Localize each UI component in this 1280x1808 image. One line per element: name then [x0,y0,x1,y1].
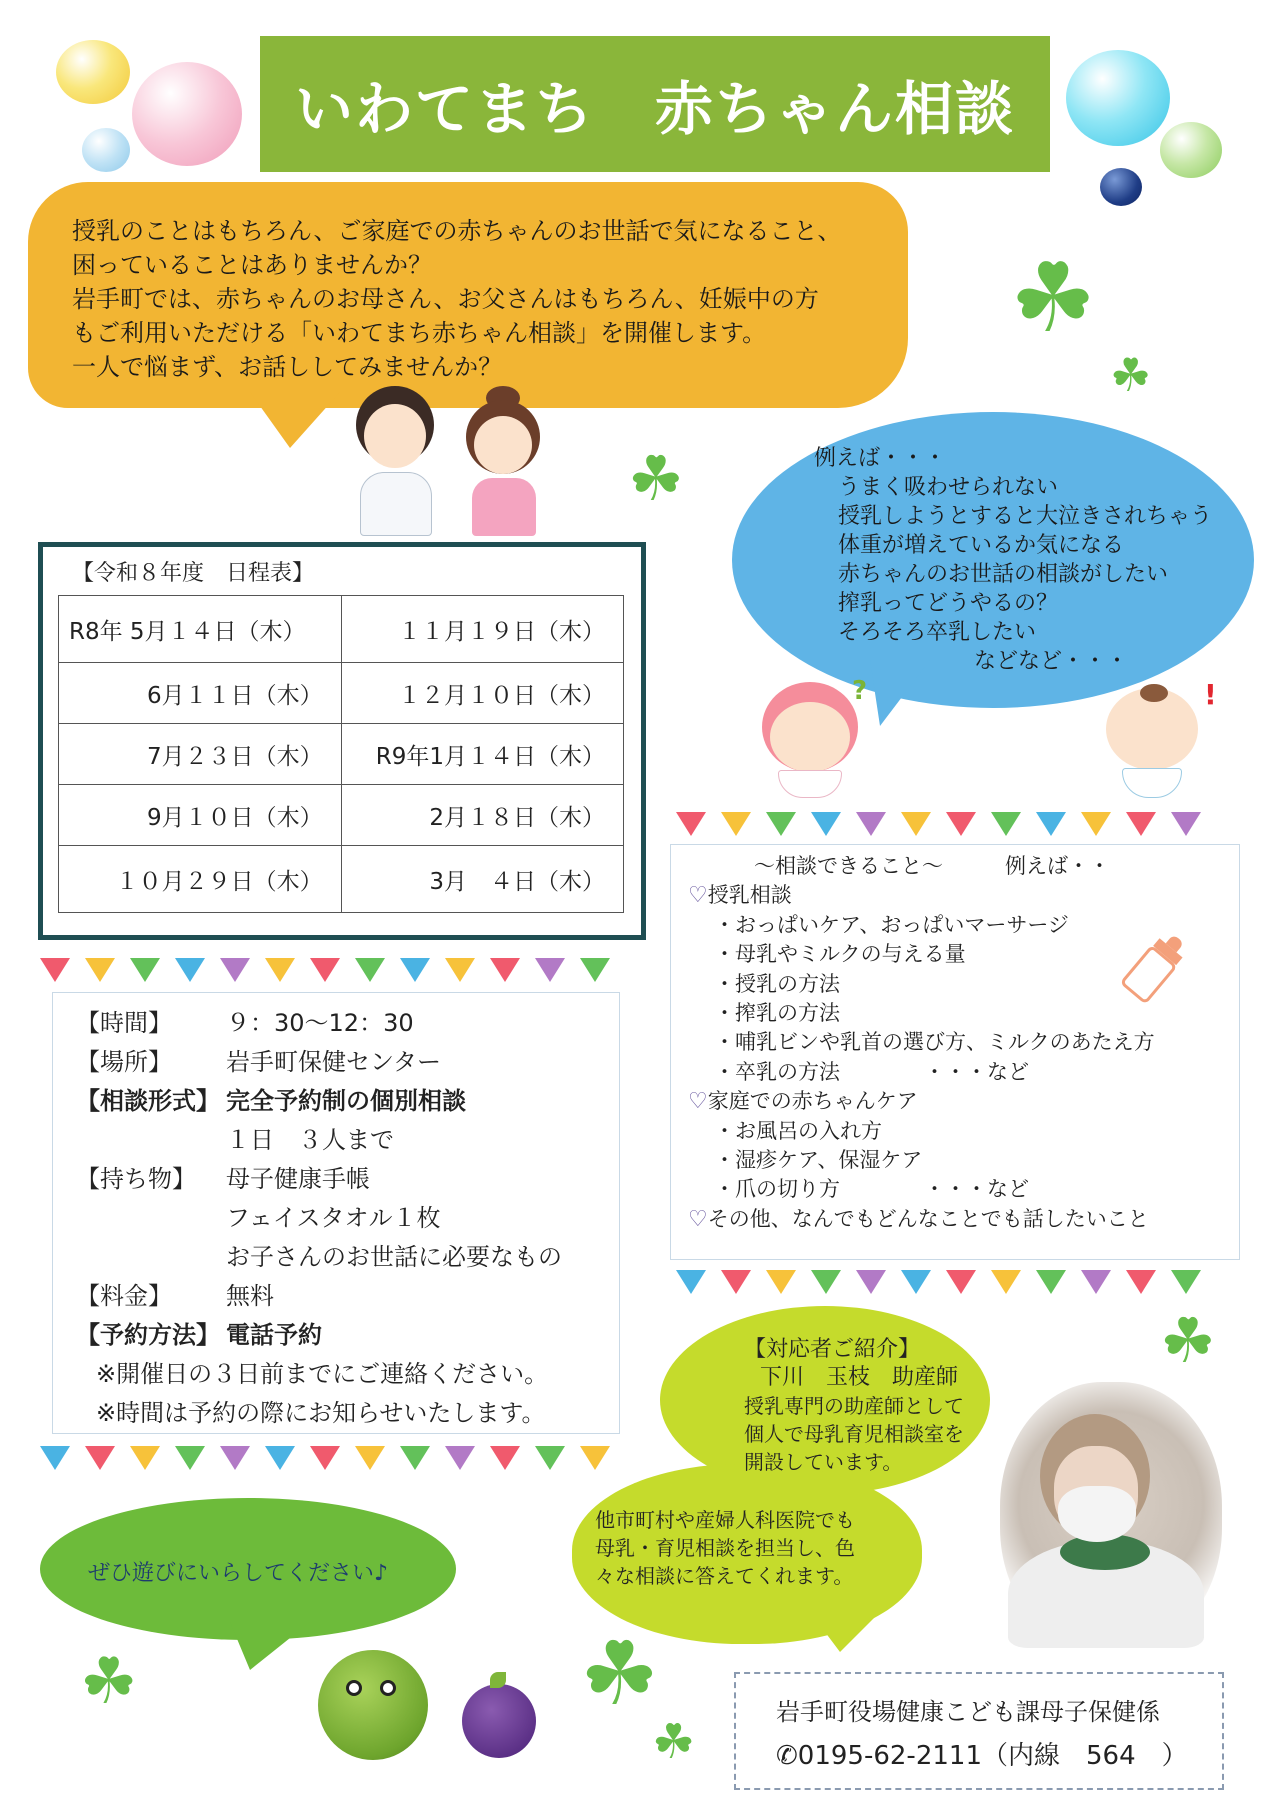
format-label: 【相談形式】 [76,1087,220,1115]
staff-experience [595,1506,855,1590]
consult-group-label: 家庭での赤ちゃんケア [707,1089,918,1114]
clover-icon: ☘ [1010,242,1097,354]
page-title: いわてまち 赤ちゃん相談 [294,75,1015,143]
navy-bubble-decoration [1100,168,1142,206]
format-value: 完全予約制の個別相談 [226,1087,466,1115]
info-row-items [76,1160,562,1199]
schedule-table [58,595,624,913]
staff-desc: 授乳専門の助産師として [744,1394,964,1418]
consult-group-title [688,881,1155,910]
items-value: 母子健康手帳 [226,1165,370,1193]
staff-intro [744,1336,964,1476]
items-value: お子さんのお世話に必要なもの [226,1243,562,1271]
staff-desc: 々な相談に答えてくれます。 [595,1564,854,1588]
baby-girl-illustration: ? [760,682,860,798]
yellow-bubble-decoration [56,40,130,104]
staff-desc: 母乳・育児相談を担当し、色 [595,1536,855,1560]
bunting-decoration [40,958,625,984]
consult-item: ・卒乳の方法 ・・・など [714,1059,1029,1084]
info-row-items [76,1238,562,1277]
capacity-value: １日 ３人まで [226,1126,394,1154]
time-label: 【時間】 [76,1009,172,1037]
phone-icon: ✆ [776,1741,798,1771]
intro-line: 一人で悩まず、お話ししてみませんか？ [72,353,503,381]
reserve-label: 【予約方法】 [76,1321,220,1349]
schedule-cell: １２月１０日（木） [341,663,623,724]
bunting-decoration [676,812,1216,838]
consult-item: ・母乳やミルクの与える量 [714,942,966,967]
consult-group-label: その他、なんでもどんなことでも話したいこと [707,1206,1149,1231]
example-item: 赤ちゃんのお世話の相談がしたい [838,562,1169,587]
contact-organization: 岩手町役場健康こども課母子保健係 [776,1698,1160,1726]
pink-bubble-decoration [132,62,242,166]
info-row-items [76,1199,562,1238]
schedule-cell: R8年 5月１４日（木） [59,596,342,663]
schedule-cell: １０月２９日（木） [59,846,342,913]
example-item: そろそろ卒乳したい [838,620,1037,645]
green-mascot-illustration [318,1650,428,1760]
intro-bubble-tail [250,392,340,448]
info-row-fee [76,1277,562,1316]
staff-desc: 開設しています。 [744,1450,903,1474]
clover-icon: ☘ [580,1622,659,1725]
info-row-capacity [76,1121,562,1160]
play-bubble-tail [230,1622,310,1670]
table-row [59,663,624,724]
event-info [76,1004,562,1433]
consult-heading [688,852,1155,881]
example-item: 体重が増えているか気になる [838,533,1125,558]
staff-desc: 個人で母乳育児相談室を [744,1422,964,1446]
info-row-time [76,1004,562,1043]
consult-item: ・湿疹ケア、保湿ケア [714,1148,923,1173]
info-note: ※開催日の３日前までにご連絡ください。 [96,1360,549,1388]
clover-icon: ☘ [80,1645,138,1719]
table-row [59,785,624,846]
staff-bubble-tail [810,1612,880,1652]
examples-lead: 例えば・・・ [814,446,947,471]
place-value: 岩手町保健センター [226,1048,442,1076]
phone-number: 0195-62-2111（内線 564 ） [797,1741,1188,1771]
consult-list [688,852,1155,1234]
reserve-value: 電話予約 [226,1321,322,1349]
staff-heading: 【対応者ご紹介】 [744,1337,921,1362]
table-row [59,846,624,913]
mascot-eyes [346,1680,396,1700]
example-item: うまく吸わせられない [838,475,1059,500]
schedule-cell: R9年1月１４日（木） [341,724,623,785]
consult-item: ・搾乳の方法 [714,1001,840,1026]
consult-item: ・哺乳ビンや乳首の選び方、ミルクのあたえ方 [714,1030,1155,1055]
baby-boy-illustration: ! [1106,684,1206,798]
purple-mascot-illustration [462,1684,536,1758]
heart-icon: ♡ [688,1206,708,1232]
place-label: 【場所】 [76,1048,172,1076]
mascot-leaf [490,1672,506,1688]
intro-line: 授乳のことはもちろん、ご家庭での赤ちゃんのお世話で気になること、 [72,217,842,245]
example-item: 授乳しようとすると大泣きされちゃう [838,504,1213,529]
schedule-title: 【令和８年度 日程表】 [72,561,315,586]
intro-line: 困っていることはありませんか？ [72,251,432,279]
consult-group-label: 授乳相談 [707,883,792,908]
items-value: フェイスタオル１枚 [226,1204,441,1232]
heart-icon: ♡ [688,883,708,909]
consult-item: ・おっぱいケア、おっぱいマーサージ [714,912,1069,937]
info-row-place [76,1043,562,1082]
consult-item: ・授乳の方法 [714,971,840,996]
contact-phone [776,1735,1188,1772]
consult-group-title [688,1205,1155,1234]
consult-heading-text: ～相談できること～ [754,854,943,878]
schedule-cell: 9月１０日（木） [59,785,342,846]
bunting-decoration [676,1270,1216,1296]
info-row-reserve [76,1316,562,1355]
schedule-cell: 3月 ４日（木） [341,846,623,913]
clover-icon: ☘ [1110,348,1152,402]
example-item: 搾乳ってどうやるの？ [838,591,1059,616]
info-note: ※時間は予約の際にお知らせいたします。 [96,1399,546,1427]
green-bubble-decoration [1160,122,1222,178]
nurse-illustration [352,386,440,536]
schedule-cell: 6月１１日（木） [59,663,342,724]
schedule-cell: 7月２３日（木） [59,724,342,785]
clover-icon: ☘ [652,1714,696,1770]
schedule-cell: 2月１８日（木） [341,785,623,846]
title-banner [260,36,1050,172]
intro-line: もご利用いただける「いわてまち赤ちゃん相談」を開催します。 [72,319,767,347]
blue-bubble-decoration [82,128,130,172]
staff-desc: 他市町村や産婦人科医院でも [595,1508,855,1532]
consult-item: ・爪の切り方 ・・・など [714,1177,1029,1202]
examples-tail: などなど・・・ [974,649,1129,674]
time-value: ９：30～12：30 [226,1009,414,1037]
mother-illustration [462,386,546,536]
table-row [59,724,624,785]
play-invitation: ぜひ遊びにいらしてください♪ [88,1561,389,1586]
consult-group-title [688,1087,1155,1116]
fee-value: 無料 [226,1282,274,1310]
consult-heading-example: 例えば・・ [1005,854,1110,878]
schedule-cell: １１月１９日（木） [341,596,623,663]
contact-box [734,1672,1224,1790]
items-label: 【持ち物】 [76,1165,196,1193]
cyan-bubble-decoration [1066,50,1170,146]
fee-label: 【料金】 [76,1282,172,1310]
consult-item: ・お風呂の入れ方 [714,1118,882,1143]
bunting-decoration [40,1446,625,1472]
clover-icon: ☘ [1160,1304,1216,1377]
staff-name: 下川 玉枝 助産師 [760,1365,959,1390]
examples-text [814,444,1212,676]
table-row [59,596,624,663]
midwife-photo-mask [1058,1486,1136,1542]
info-row-format [76,1082,562,1121]
intro-text [72,214,892,384]
clover-icon: ☘ [628,442,684,515]
intro-line: 岩手町では、赤ちゃんのお母さん、お父さんはもちろん、妊娠中の方 [72,285,819,313]
heart-icon: ♡ [688,1089,708,1115]
